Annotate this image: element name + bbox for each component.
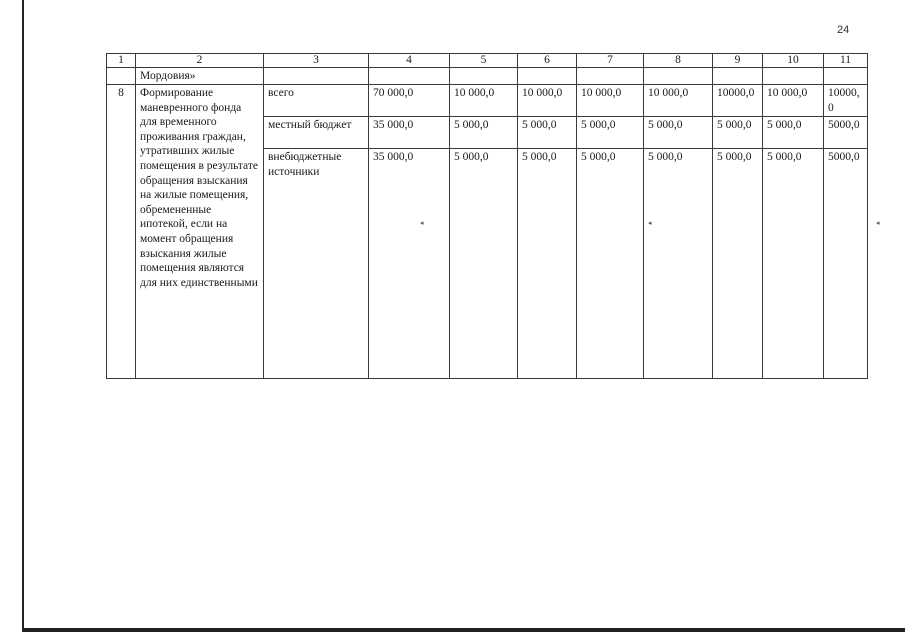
- header-cell: 6: [518, 54, 577, 68]
- header-cell: 3: [264, 54, 369, 68]
- header-cell: 2: [136, 54, 264, 68]
- page-left-edge: [22, 0, 24, 632]
- value-cell: 5 000,0: [644, 117, 713, 149]
- scan-mark: ◂: [876, 219, 880, 227]
- header-cell: 9: [713, 54, 763, 68]
- table-header-row: [107, 54, 868, 68]
- value-cell: 5000,0: [824, 149, 868, 379]
- funding-source-cell: местный бюджет: [264, 117, 369, 149]
- table-row-total: [107, 85, 868, 117]
- value-cell: 10 000,0: [450, 85, 518, 117]
- value-cell: 10 000,0: [644, 85, 713, 117]
- value-cell: 5 000,0: [518, 149, 577, 379]
- value-cell: 35 000,0: [369, 117, 450, 149]
- header-cell: 8: [644, 54, 713, 68]
- scan-mark: ◂: [420, 219, 424, 227]
- value-cell: 5 000,0: [763, 117, 824, 149]
- value-cell: 10000,0: [824, 85, 868, 117]
- value-cell: 10 000,0: [763, 85, 824, 117]
- value-cell: 5 000,0: [644, 149, 713, 379]
- header-cell: 1: [107, 54, 136, 68]
- funding-source-cell: всего: [264, 85, 369, 117]
- value-cell: 5 000,0: [577, 149, 644, 379]
- value-cell: 10 000,0: [518, 85, 577, 117]
- funding-source-cell: внебюджетные источники: [264, 149, 369, 379]
- header-cell: 4: [369, 54, 450, 68]
- value-cell: 35 000,0: [369, 149, 450, 379]
- continuation-text: Мордовия»: [136, 68, 264, 85]
- value-cell: 5 000,0: [713, 149, 763, 379]
- page-number: 24: [837, 24, 850, 36]
- value-cell: 5 000,0: [450, 117, 518, 149]
- value-cell: 5 000,0: [713, 117, 763, 149]
- value-cell: 5 000,0: [518, 117, 577, 149]
- continuation-row: [107, 68, 868, 85]
- value-cell: 10 000,0: [577, 85, 644, 117]
- scan-mark: ◂: [648, 219, 652, 227]
- row-number-cell: 8: [107, 85, 136, 379]
- value-cell: 5000,0: [824, 117, 868, 149]
- header-cell: 10: [763, 54, 824, 68]
- value-cell: 5 000,0: [763, 149, 824, 379]
- header-cell: 5: [450, 54, 518, 68]
- header-cell: 11: [824, 54, 868, 68]
- value-cell: 10000,0: [713, 85, 763, 117]
- header-cell: 7: [577, 54, 644, 68]
- value-cell: 5 000,0: [577, 117, 644, 149]
- activity-description-cell: Формирование маневренного фонда для временного проживания граждан, утративших жилые помещения в результате обращения взыскания на жилые помещения, обремененные ипотекой, если на момент обращения взыскания жилые помещения являются для них единственными: [136, 85, 264, 379]
- value-cell: 5 000,0: [450, 149, 518, 379]
- budget-table: [106, 53, 868, 379]
- page-bottom-edge: [22, 628, 905, 632]
- value-cell: 70 000,0: [369, 85, 450, 117]
